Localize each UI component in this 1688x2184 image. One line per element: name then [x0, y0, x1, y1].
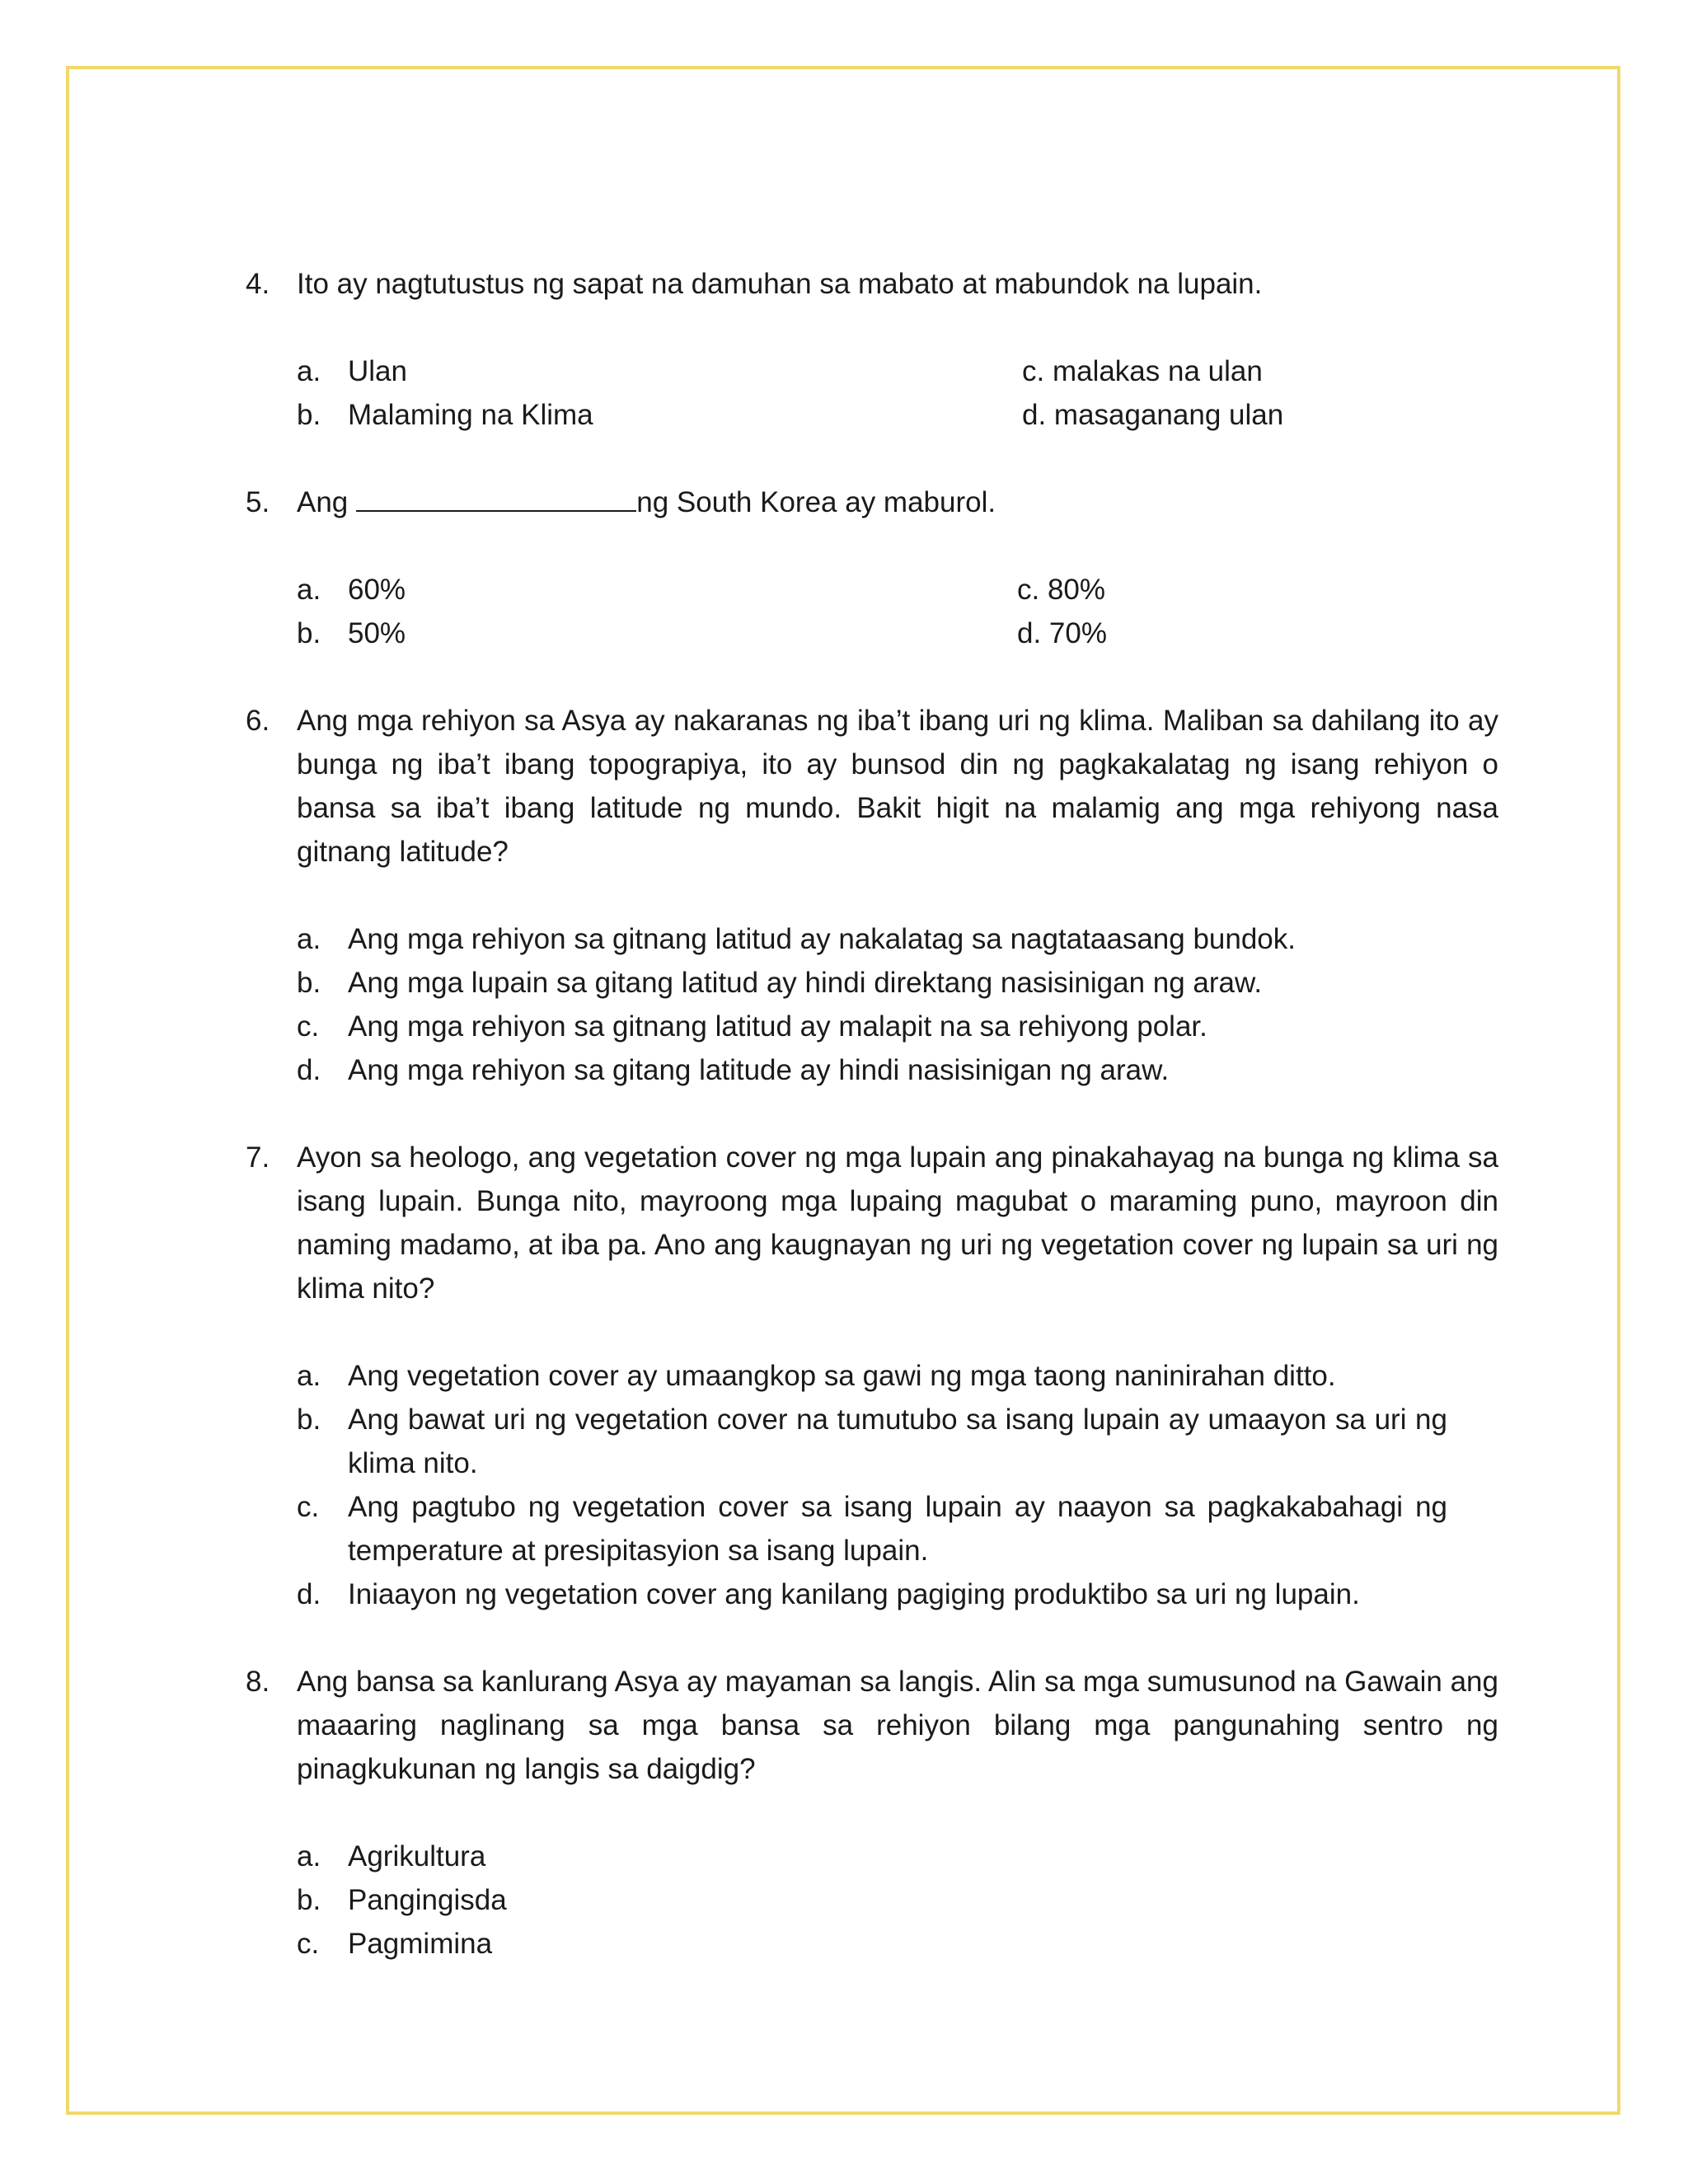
question-8-choices: [297, 1835, 1447, 1966]
choice-letter: b.: [297, 1404, 321, 1436]
answer-blank: [356, 484, 636, 512]
choice-b: [297, 961, 1447, 1005]
choice-text: Ang mga rehiyon sa gitnang latitud ay nakalatag sa nagtataasang bundok.: [348, 923, 1296, 955]
choice-text: Ang pagtubo ng vegetation cover sa isang lupain ay naayon sa pagkakabahagi ng temperature at presipitasyion sa isang lupain.: [348, 1491, 1447, 1567]
choice-c: [1017, 568, 1498, 612]
choice-a: [297, 917, 1447, 961]
question-text: Ang mga rehiyon sa Asya ay nakaranas ng iba’t ibang uri ng klima. Maliban sa dahilang ito ay bunga ng iba’t ibang topograpiya, ito ay bunsod din ng pagkakalatag ng isang rehiyon o bansa sa iba’t ibang latitude ng mundo. Bakit higit na malamig ang mga rehiyong nasa gitnang latitude?: [297, 705, 1498, 868]
choice-c: [1022, 349, 1498, 393]
choice-letter: b.: [297, 399, 321, 431]
choice-letter: d.: [297, 1054, 321, 1086]
choice-d: [1017, 612, 1498, 655]
choice-b: [297, 1878, 1447, 1922]
choice-text: 50%: [348, 617, 406, 649]
question-number: 5.: [246, 486, 270, 518]
choice-letter: a.: [297, 355, 321, 387]
choice-letter: d.: [297, 1578, 321, 1610]
question-text-after: ng South Korea ay maburol.: [636, 486, 996, 518]
choice-text: d. masaganang ulan: [1022, 399, 1284, 431]
question-text-before: Ang: [297, 486, 349, 518]
choice-a: [297, 1354, 1447, 1398]
question-text: Ang bansa sa kanlurang Asya ay mayaman sa langis. Alin sa mga sumusunod na Gawain ang maaaring naglinang sa mga bansa sa rehiyon bilang mga pangunahing sentro ng pinagkukunan ng langis sa daigdig?: [297, 1666, 1498, 1785]
choice-text: Ulan: [348, 355, 407, 387]
choice-c: [297, 1005, 1447, 1048]
question-text: [297, 480, 1498, 524]
choice-b: [297, 1398, 1447, 1485]
question-4-choices: [297, 349, 1498, 437]
question-6-choices: [297, 917, 1447, 1092]
choice-letter: a.: [297, 1840, 321, 1872]
choice-text: c. malakas na ulan: [1022, 355, 1263, 387]
question-number: 6.: [246, 705, 270, 737]
question-8: [246, 1660, 1498, 1791]
choice-d: [1022, 393, 1498, 437]
choice-letter: b.: [297, 967, 321, 999]
choice-b: [297, 612, 1017, 655]
choice-text: 60%: [348, 574, 406, 606]
choice-text: Iniaayon ng vegetation cover ang kanilang pagiging produktibo sa uri ng lupain.: [348, 1578, 1360, 1610]
choice-text: Agrikultura: [348, 1840, 486, 1872]
choice-text: Ang mga rehiyon sa gitnang latitud ay malapit na sa rehiyong polar.: [348, 1010, 1207, 1043]
choice-text: Pangingisda: [348, 1884, 507, 1916]
choice-c: [297, 1485, 1447, 1572]
question-text: Ayon sa heologo, ang vegetation cover ng mga lupain ang pinakahayag na bunga ng klima sa isang lupain. Bunga nito, mayroong mga lupaing magubat o maraming puno, mayroon din naming madamo, at iba pa. Ano ang kaugnayan ng uri ng vegetation cover ng lupain sa uri ng klima nito?: [297, 1141, 1498, 1305]
choice-text: d. 70%: [1017, 617, 1107, 649]
choice-text: c. 80%: [1017, 574, 1105, 606]
choice-a: [297, 568, 1017, 612]
choice-letter: c.: [297, 1010, 320, 1043]
question-5-choices: [297, 568, 1498, 655]
choice-letter: a.: [297, 574, 321, 606]
question-6: [246, 699, 1498, 874]
question-7: [246, 1136, 1498, 1310]
question-7-choices: [297, 1354, 1447, 1616]
question-text: Ito ay nagtutustus ng sapat na damuhan sa mabato at mabundok na lupain.: [297, 268, 1263, 300]
question-number: 4.: [246, 268, 270, 300]
choice-letter: a.: [297, 923, 321, 955]
choice-a: [297, 349, 1022, 393]
choice-text: Malaming na Klima: [348, 399, 593, 431]
choice-letter: c.: [297, 1491, 320, 1523]
question-4: [246, 262, 1498, 306]
choice-text: Ang vegetation cover ay umaangkop sa gawi ng mga taong naninirahan ditto.: [348, 1360, 1336, 1392]
choice-text: Ang mga rehiyon sa gitang latitude ay hindi nasisinigan ng araw.: [348, 1054, 1170, 1086]
question-number: 8.: [246, 1666, 270, 1698]
choice-text: Pagmimina: [348, 1928, 493, 1960]
choice-d: [297, 1048, 1447, 1092]
question-5: [246, 480, 1498, 524]
worksheet-content: [246, 262, 1498, 1966]
choice-letter: b.: [297, 1884, 321, 1916]
choice-text: Ang bawat uri ng vegetation cover na tumutubo sa isang lupain ay umaayon sa uri ng klima nito.: [348, 1404, 1447, 1479]
choice-b: [297, 393, 1022, 437]
choice-c: [297, 1922, 1447, 1966]
question-number: 7.: [246, 1141, 270, 1174]
choice-letter: b.: [297, 617, 321, 649]
choice-d: [297, 1572, 1447, 1616]
choice-text: Ang mga lupain sa gitang latitud ay hindi direktang nasisinigan ng araw.: [348, 967, 1263, 999]
choice-a: [297, 1835, 1447, 1878]
choice-letter: c.: [297, 1928, 320, 1960]
choice-letter: a.: [297, 1360, 321, 1392]
